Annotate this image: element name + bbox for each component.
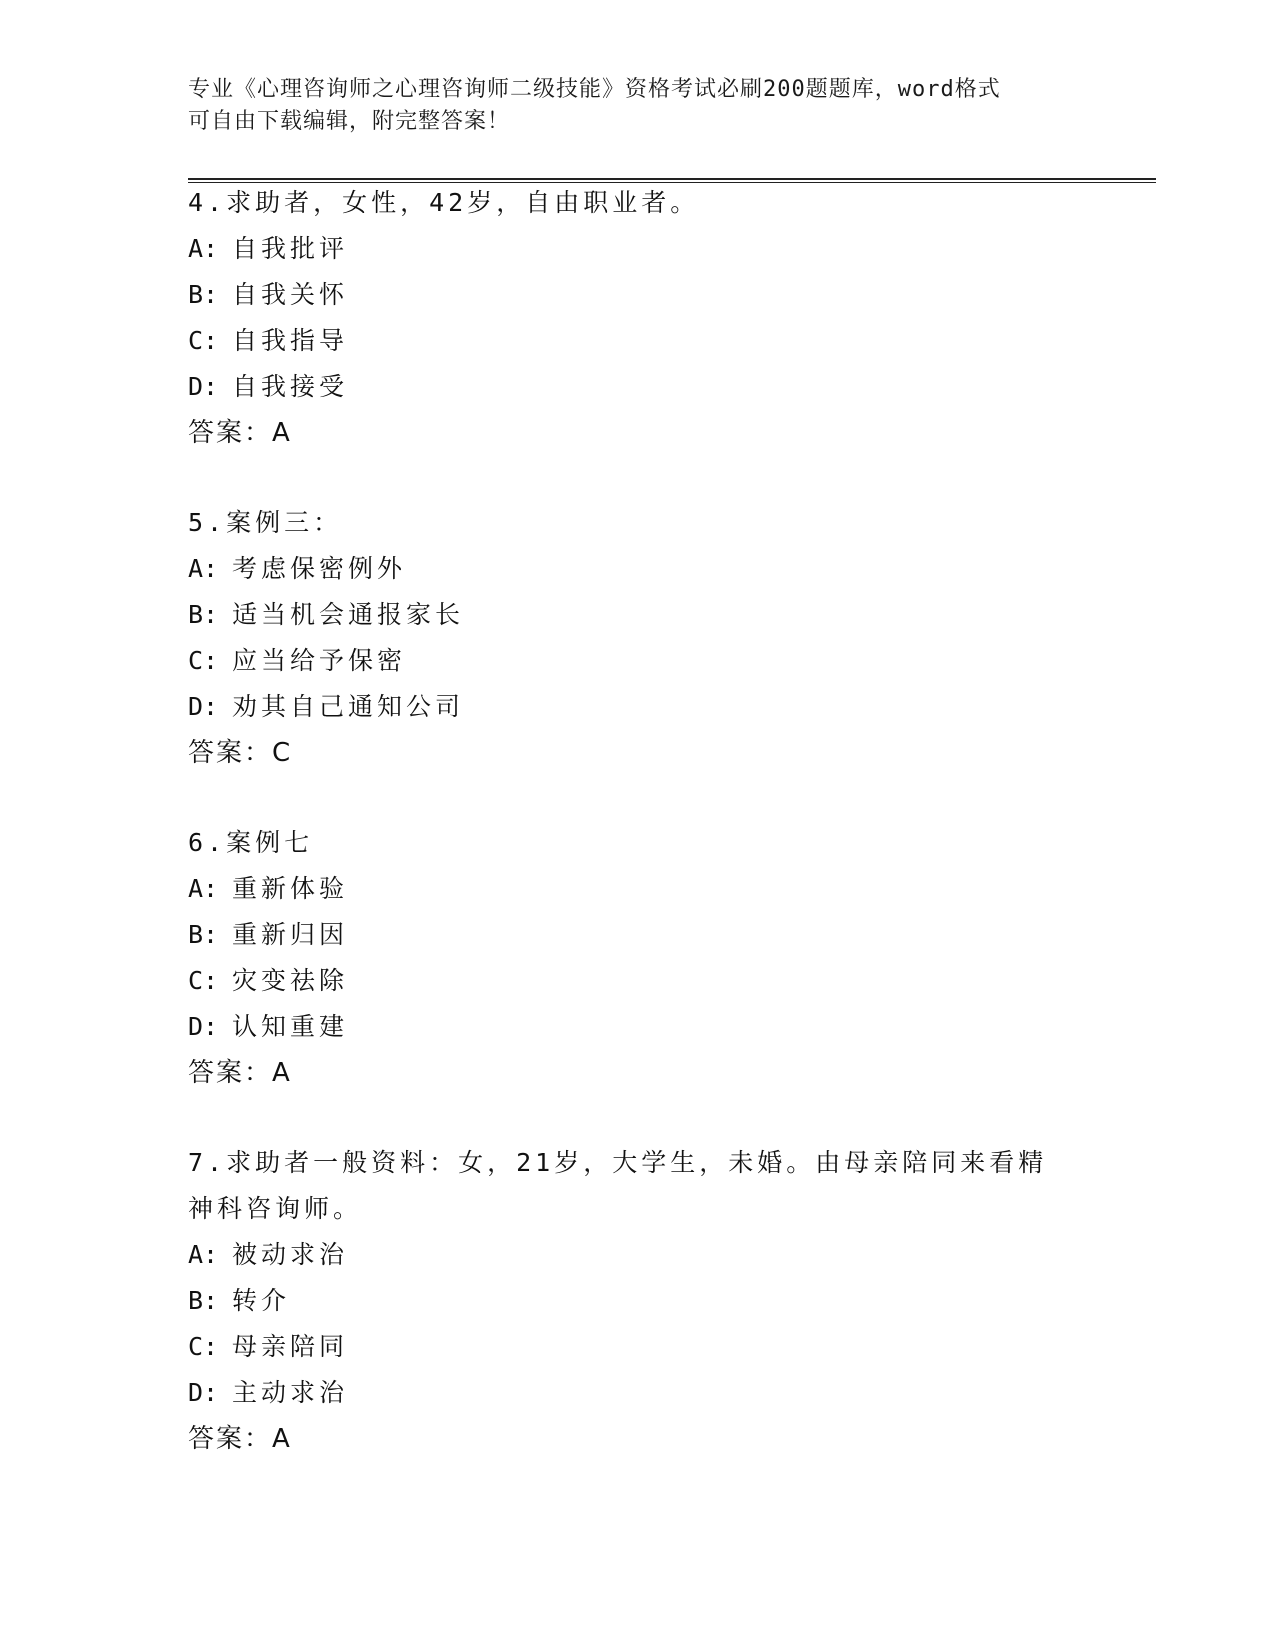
option-letter: C: [188,646,219,675]
header-line-1: 专业《心理咨询师之心理咨询师二级技能》资格考试必刷200题题库，word格式 [188,77,1001,102]
option-text: 灾变祛除 [232,966,349,995]
option-text: 考虑保密例外 [232,554,407,583]
option-c [188,638,1088,684]
question-stem: 6.案例七 [188,828,314,857]
option-d [188,1004,1088,1050]
option-text: 重新体验 [232,874,349,903]
option-letter: D: [188,1378,219,1407]
option-text: 主动求治 [232,1378,349,1407]
option-d [188,1370,1088,1416]
question-stem: 5.案例三： [188,508,343,537]
option-text: 劝其自己通知公司 [232,692,465,721]
option-letter: B: [188,1286,219,1315]
option-letter: D: [188,692,219,721]
option-text: 被动求治 [232,1240,349,1269]
option-letter: C: [188,326,219,355]
answer-line: 答案：A [188,1058,292,1088]
option-text: 应当给予保密 [232,646,407,675]
option-a [188,866,1088,912]
option-c [188,958,1088,1004]
option-text: 自我接受 [232,372,349,401]
option-b [188,1278,1088,1324]
option-b [188,592,1088,638]
question-6 [188,820,1088,1096]
option-text: 母亲陪同 [232,1332,349,1361]
option-letter: B: [188,280,219,309]
question-7 [188,1140,1088,1462]
option-text: 重新归因 [232,920,349,949]
header-line-2: 可自由下载编辑，附完整答案！ [188,109,511,134]
option-letter: A: [188,234,219,263]
option-letter: D: [188,372,219,401]
option-a [188,1232,1088,1278]
option-text: 自我指导 [232,326,349,355]
option-d [188,684,1088,730]
answer-line: 答案：A [188,418,292,448]
question-4 [188,180,1088,456]
option-letter: B: [188,920,219,949]
answer-line: 答案：C [188,738,293,768]
option-letter: A: [188,554,219,583]
answer-line: 答案：A [188,1424,292,1454]
option-letter: A: [188,874,219,903]
option-c [188,318,1088,364]
option-letter: A: [188,1240,219,1269]
option-letter: B: [188,600,219,629]
question-5 [188,500,1088,776]
option-text: 自我关怀 [232,280,349,309]
option-letter: C: [188,966,219,995]
option-c [188,1324,1088,1370]
question-stem: 7.求助者一般资料：女，21岁，大学生，未婚。由母亲陪同来看精神科咨询师。 [188,1148,1048,1223]
option-text: 适当机会通报家长 [232,600,465,629]
document-header [188,74,1088,138]
question-stem: 4.求助者，女性，42岁，自由职业者。 [188,188,700,217]
option-letter: C: [188,1332,219,1361]
option-a [188,226,1088,272]
option-text: 自我批评 [232,234,349,263]
option-b [188,912,1088,958]
option-text: 认知重建 [232,1012,349,1041]
option-a [188,546,1088,592]
option-letter: D: [188,1012,219,1041]
option-d [188,364,1088,410]
option-text: 转介 [232,1286,291,1315]
option-b [188,272,1088,318]
